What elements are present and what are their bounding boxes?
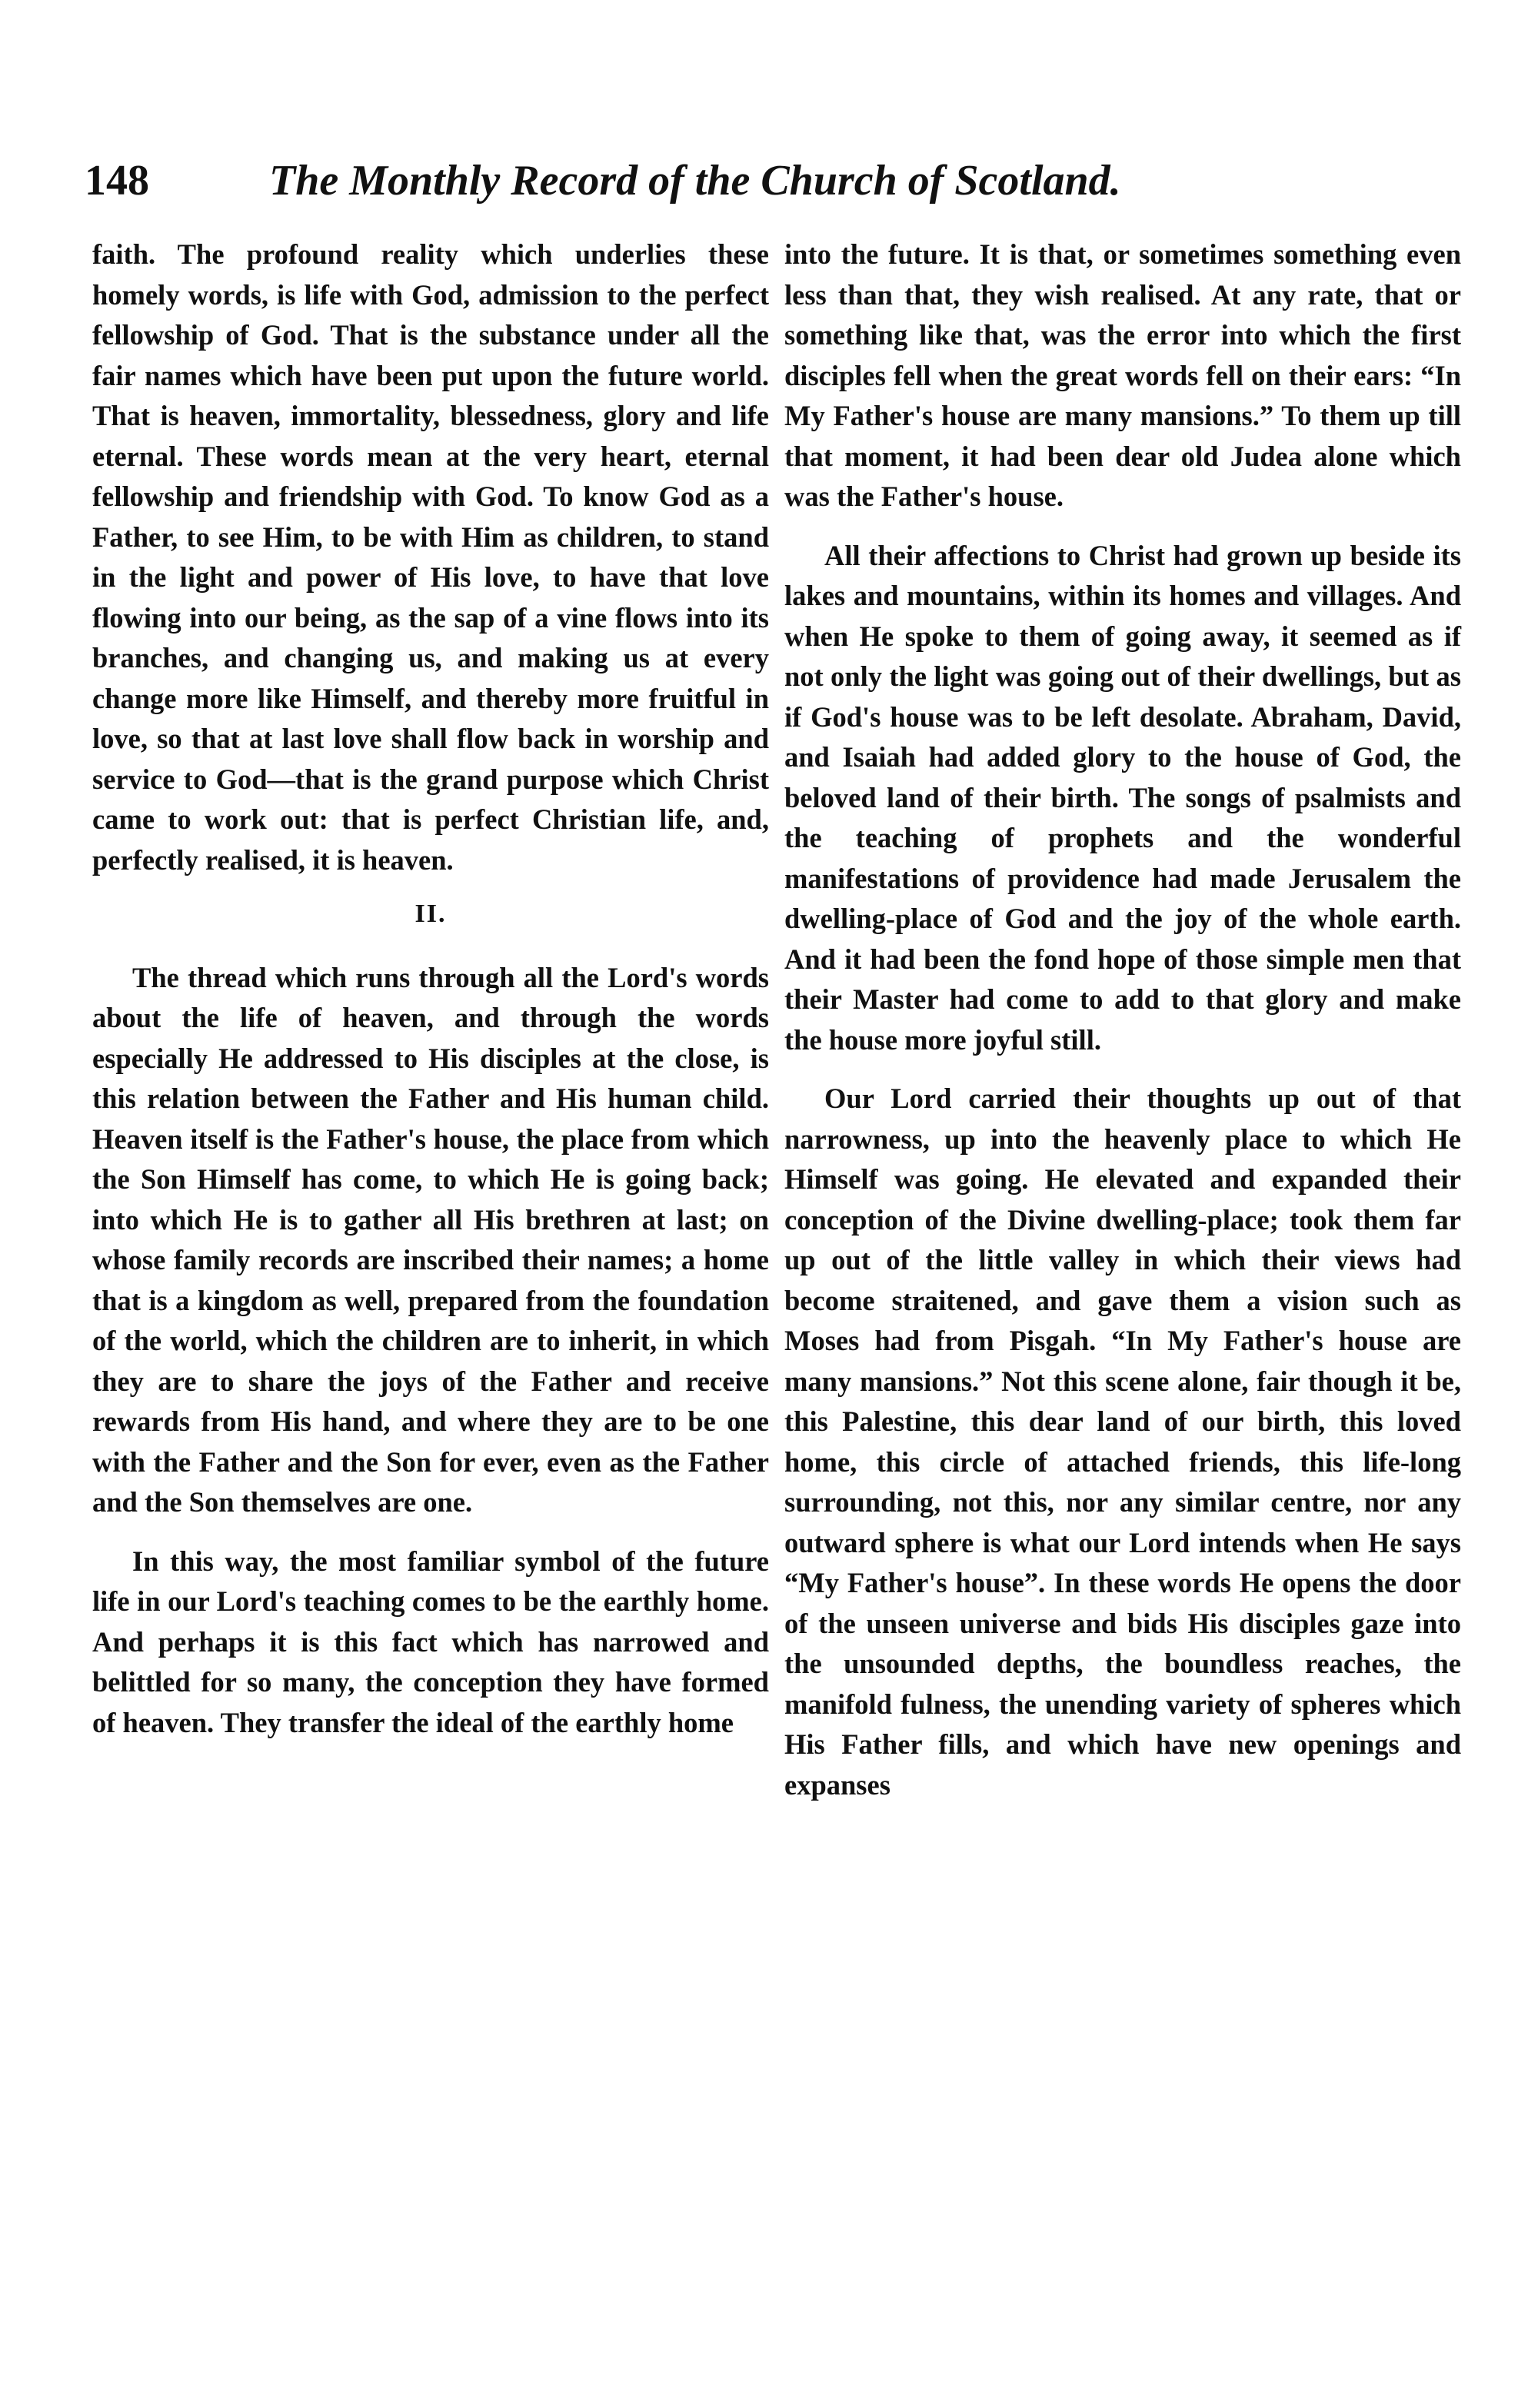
section-marker: II.	[414, 900, 447, 928]
left-paragraph-3: In this way, the most familiar symbol of the future life in our Lord's teaching comes to be the earthly home. And perhaps it is this fact which has narrowed and belittled for so many, the conception they have formed of heaven. They transfer the ideal of the earthly home	[92, 1545, 769, 1738]
right-column	[784, 234, 1461, 1805]
left-paragraph-2: The thread which runs through all the Lord's words about the life of heaven, and through the words especially He addressed to His disciples at the close, is this relation between the Father and His human child. Heaven itself is the Father's house, the place from which the Son Himself has come, to which He is going back; into which He is to gather all His brethren at last; on whose family records are inscribed their names; a home that is a kingdom as well, prepared from the foundation of the world, which the children are to inherit, in which they are to share the joys of the Father and receive rewards from His hand, and where they are to be one with the Father and the Son for ever, even as the Father and the Son themselves are one.	[92, 961, 769, 1518]
running-head	[85, 150, 1453, 211]
left-column	[92, 234, 769, 1743]
right-paragraph-1: into the future. It is that, or sometimes something even less than that, they wish realised. At any rate, that or something like that, was the error into which the first disciples fell when the great words fell on their ears: “In My Father's house are many mansions.” To them up till that moment, it had been dear old Judea alone which was the Father's house.	[784, 238, 1461, 512]
left-paragraph-1: faith. The profound reality which underlies these homely words, is life with God, admission to the perfect fellowship of God. That is the substance under all the fair names which have been put upon the future world. That is heaven, immortality, blessedness, glory and life eternal. These words mean at the very heart, eternal fellowship and friendship with God. To know God as a Father, to see Him, to be with Him as children, to stand in the light and power of His love, to have that love flowing into our being, as the sap of a vine flows into its branches, and changing us, and making us at every change more like Himself, and thereby more fruitful in love, so that at last love shall flow back in worship and service to God—that is the grand purpose which Christ came to work out: that is perfect Christian life, and, perfectly realised, it is heaven.	[92, 238, 769, 876]
right-paragraph-2: All their affections to Christ had grown up beside its lakes and mountains, within its homes and villages. And when He spoke to them of going away, it seemed as if not only the light was going out of their dwellings, but as if God's house was to be left desolate. Abraham, David, and Isaiah had added glory to the house of God, the beloved land of their birth. The songs of psalmists and the teaching of prophets and the wonderful manifestations of providence had made Jerusalem the dwelling-place of God and the joy of the whole earth. And it had been the fond hope of those simple men that their Master had come to add to that glory and make the house more joyful still.	[784, 539, 1461, 1056]
right-paragraph-3: Our Lord carried their thoughts up out of that narrowness, up into the heavenly place to which He Himself was going. He elevated and expanded their conception of the Divine dwelling-place; took them far up out of the little valley in which their views had become straitened, and gave them a vision such as Moses had from Pisgah. “In My Father's house are many mansions.” Not this scene alone, fair though it be, this Palestine, this dear land of our birth, this loved home, this circle of attached friends, this life-long surrounding, not this, nor any similar centre, nor any outward sphere is what our Lord intends when He says “My Father's house”. In these words He opens the door of the unseen universe and bids His disciples gaze into the unsounded depths, the boundless reaches, the manifold fulness, the unending variety of spheres which His Father fills, and which have new openings and expanses	[784, 1083, 1461, 1801]
page-number: 148	[85, 157, 149, 205]
journal-title: The Monthly Record of the Church of Scotland.	[269, 157, 1121, 205]
